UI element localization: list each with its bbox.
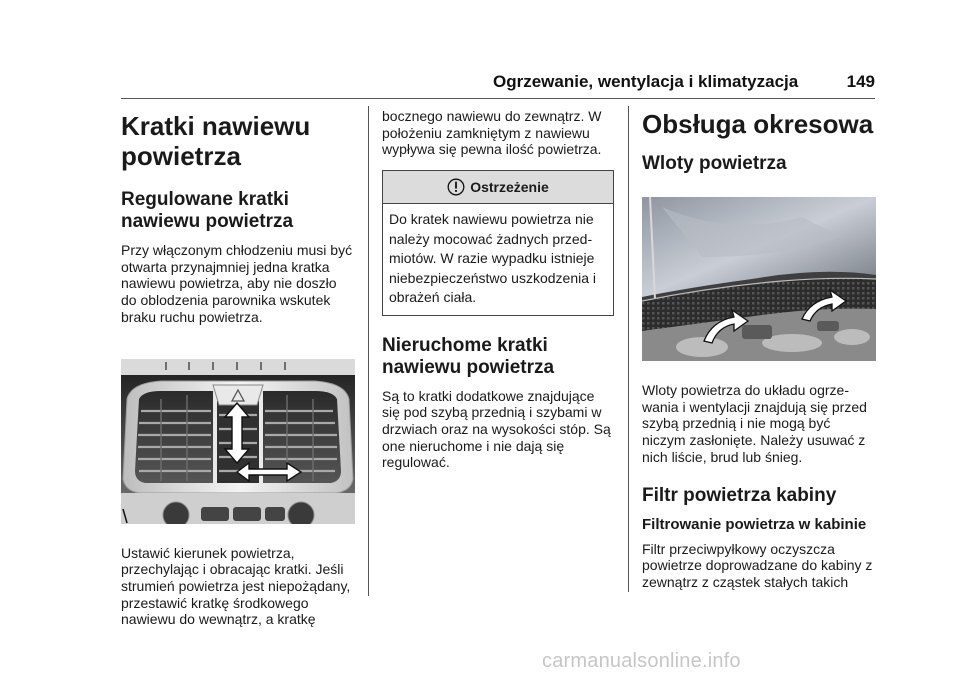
subheading-air-intake: Wloty powietrza: [642, 153, 787, 174]
subheading-adjustable-vents: Regulowane kratki nawiewu powietrza: [121, 189, 294, 232]
adjustable-vents-intro: Przy włączonym chłodzeniu musi być otwarta przynajmniej jedna kratka nawiewu powietrza, aby nie doszło do oblodzenia parownika wskutek braku ruchu powietrza.: [121, 242, 353, 325]
warning-icon: [447, 178, 465, 196]
column-1: [121, 106, 355, 628]
heading-maintenance: Obsługa okresowa: [642, 109, 874, 139]
subheading-fixed-vents: Nieruchome kratki nawiewu powietrza: [382, 334, 555, 378]
column-3: [642, 106, 876, 591]
air-intake-figure: [642, 197, 876, 361]
column-divider-1: [368, 106, 369, 596]
subheading-cabin-filter: Filtr powietrza kabiny: [642, 484, 837, 506]
warning-header: [383, 171, 613, 204]
heading-air-vents: Kratki nawiewu powietrza: [121, 111, 311, 171]
warning-title: Ostrzeżenie: [470, 179, 549, 196]
subheading-cabin-air-filtering: Filtrowanie powietrza w kabinie: [642, 515, 867, 533]
header-divider: [121, 98, 875, 99]
air-intake-text: Wloty powietrza do układu ogrzewania i wentylacji znajdują się przed szybą przednią i nie mogą być niczym zasłonięte. Należy usuwać z nich liście, brud lub śnieg.: [642, 382, 867, 465]
dashboard-vents-figure: [121, 359, 355, 524]
fixed-vents-text: Są to kratki dodatkowe znajdujące się pod szybą przednią i szybami w drzwiach oraz na wysokości stóp. Są one nieruchome i nie dają się regulować.: [382, 387, 611, 471]
warning-text: Do kratek nawiewu powietrza nie należy mocować żadnych przedmiotów. W razie wypadku istnieje niebezpieczeństwo uszkodzenia i obrażeń ciała.: [389, 211, 597, 306]
warning-box: [382, 170, 614, 316]
section-title: Ogrzewanie, wentylacja i klimatyzacja: [493, 72, 799, 91]
column-divider-2: [628, 106, 629, 592]
continued-vent-text: bocznego nawiewu do zewnątrz. W położeniu zamkniętym z nawiewu wypływa się pewna ilość powietrza.: [382, 108, 602, 158]
vent-adjust-text: Ustawić kierunek powietrza, przechylając i obracając kratki. Jeśli strumień powietrza jest niepożądany, przestawić kratkę środkowego nawiewu do wewnątrz, a kratkę: [121, 544, 351, 628]
column-2: [382, 108, 614, 471]
page-number: 149: [846, 72, 875, 91]
filter-text: Filtr przeciwpyłkowy oczyszcza powietrze doprowadzane do kabiny z zewnątrz z cząstek stałych takich: [642, 540, 873, 590]
watermark: carmanualsonline.info: [542, 650, 741, 672]
